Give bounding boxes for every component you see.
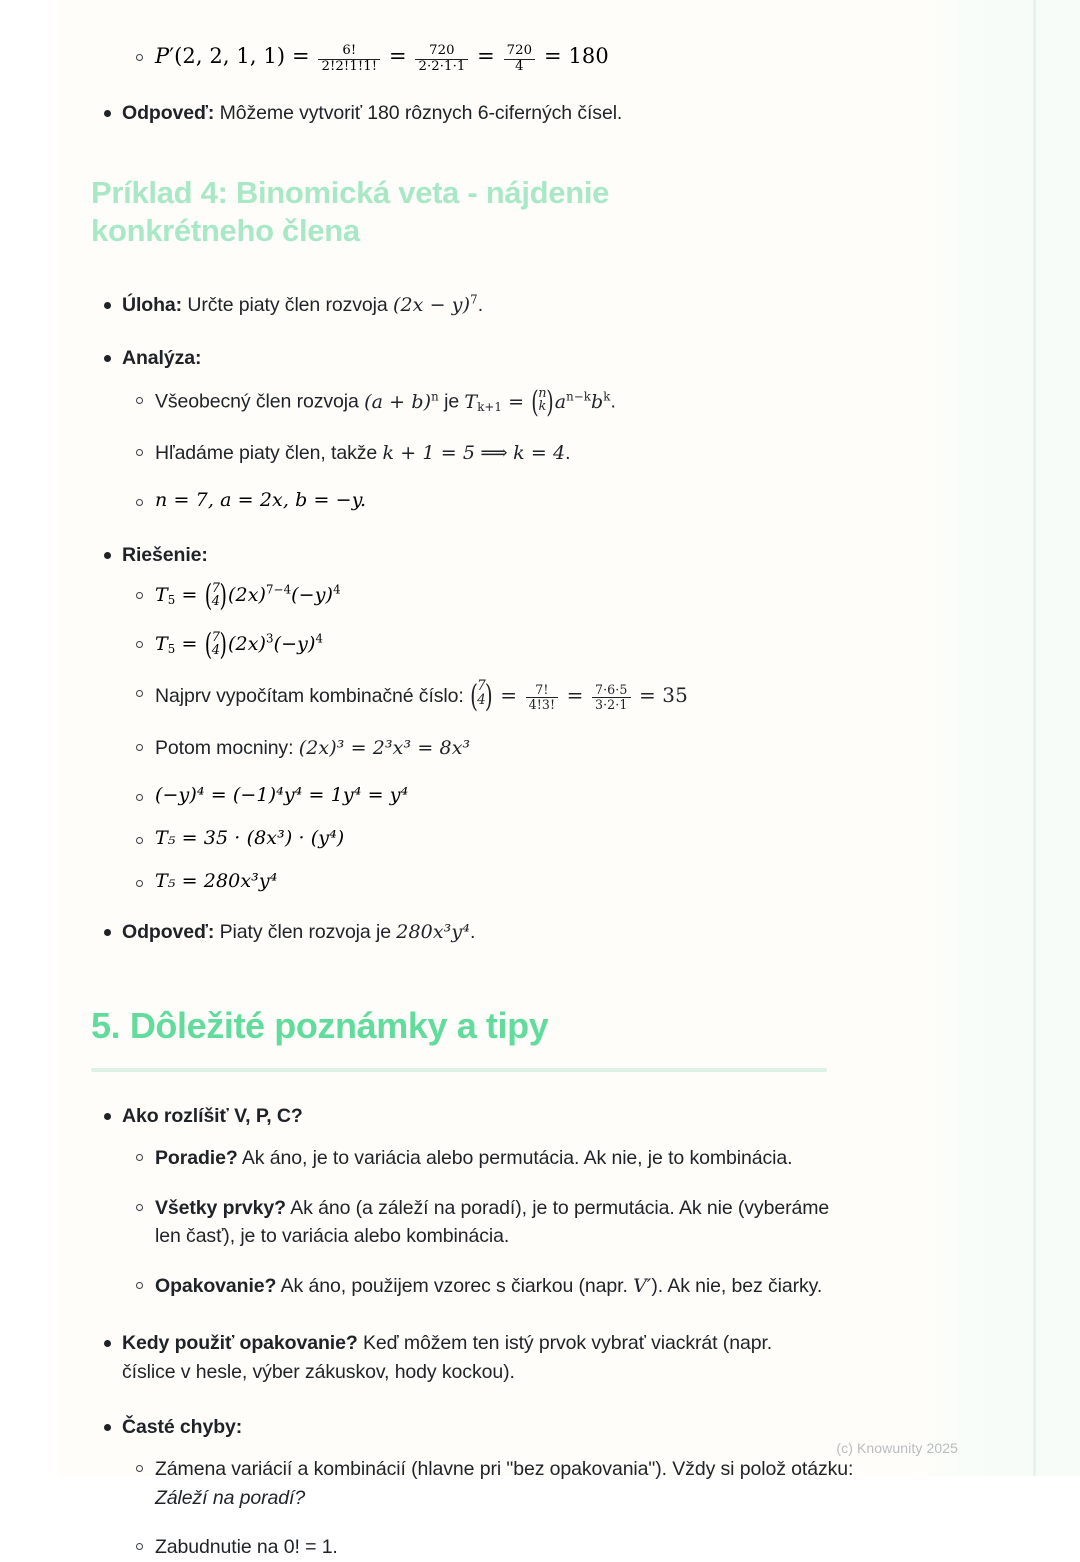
general-term-base: (a + b) xyxy=(364,390,432,413)
tips-when-repetition-body: Keď môžem ten istý prvok vybrať viackrát (napr. číslice v hesle, výber zákuskov, hody kockou). xyxy=(122,1332,773,1383)
general-term-binomial-stack xyxy=(538,387,546,413)
solution-step-1 xyxy=(122,582,1036,610)
general-term-period: . xyxy=(610,390,616,413)
step-7-expression: T₅ = 280x³y⁴ xyxy=(155,869,278,892)
step-3-binomial xyxy=(470,680,493,712)
general-term-exponent: n xyxy=(431,389,439,404)
example-4-answer-text xyxy=(122,921,475,943)
step-4-text xyxy=(155,737,470,759)
general-term-binomial-bottom: k xyxy=(538,399,547,415)
step-2-power-1-exponent: 3 xyxy=(266,632,274,647)
tip-opakovanie-label: Opakovanie? xyxy=(155,1275,277,1298)
step-3-binomial-bottom: 4 xyxy=(477,692,486,709)
step-6-expression: T₅ = 35 · (8x³) · (y⁴) xyxy=(155,826,345,849)
tips-item-common-mistakes xyxy=(58,1413,1036,1562)
perm-symbol: P xyxy=(155,44,170,68)
previous-answer-body: Môžeme vytvoriť 180 rôznych 6-ciferných čísel. xyxy=(219,101,623,124)
perm-fraction-3 xyxy=(504,44,536,75)
perm-eq-3: = xyxy=(477,44,495,68)
solution-step-6 xyxy=(122,827,1036,849)
step-2-lhs-subscript: 5 xyxy=(167,642,176,657)
step-3-fraction-1-numerator: 7! xyxy=(535,681,549,697)
analysis-fifth-term xyxy=(122,439,1036,468)
solution-step-4 xyxy=(122,734,1036,763)
fifth-term-equation-2: k = 4 xyxy=(513,442,566,465)
step-3-prefix: Najprv vypočítam kombinačné číslo: xyxy=(155,685,464,708)
mistake-factorial-text: Zabudnutie na 0! = 1. xyxy=(155,1536,338,1559)
page-right-margin-band xyxy=(1036,0,1080,1476)
general-term-equals: = xyxy=(508,390,525,413)
step-3-equals-2: = xyxy=(566,683,584,708)
step-4-prefix: Potom mocniny: xyxy=(155,736,294,759)
step-2-lhs: T xyxy=(155,633,168,656)
section-5-divider xyxy=(91,1068,827,1072)
perm-fraction-3-numerator: 720 xyxy=(506,43,533,59)
step-1-power-2-base: (−y) xyxy=(291,584,334,607)
continued-block xyxy=(58,44,1036,128)
example-4-answer-item xyxy=(58,918,1036,947)
fifth-term-equation-1: k + 1 = 5 xyxy=(382,442,476,465)
solution-step-5 xyxy=(122,784,1036,806)
step-3-fraction-1-denominator: 4!3! xyxy=(526,697,559,712)
tips-distinguish-label: Ako rozlíšiť V, P, C? xyxy=(122,1104,303,1127)
tip-vsetky-prvky-label: Všetky prvky? xyxy=(155,1196,286,1219)
tips-when-repetition-text xyxy=(122,1329,826,1387)
solution-sublist xyxy=(122,582,1036,892)
general-term-b-exponent: k xyxy=(603,389,611,404)
general-term-b: b xyxy=(591,390,604,413)
general-term-subscript: k+1 xyxy=(477,399,502,414)
task-text xyxy=(122,294,483,316)
fifth-term-period: . xyxy=(565,442,571,465)
task-body: Určte piaty člen rozvoja xyxy=(187,294,388,317)
general-term-binomial-top: ( n xyxy=(538,386,547,402)
general-term-text xyxy=(155,386,616,415)
analysis-sublist xyxy=(122,387,1036,511)
tip-vsetky-prvky-body: Ak áno (a záleží na poradí), je to permutácia. Ak nie (vyberáme len časť), je to variácia alebo kombinácia. xyxy=(155,1196,830,1248)
analysis-label: Analýza: xyxy=(122,347,202,370)
tips-common-mistakes-label: Časté chyby: xyxy=(122,1415,243,1438)
step-2-binomial-top: ( 7 xyxy=(211,630,220,646)
tip-poradie-text xyxy=(155,1147,792,1169)
task-period: . xyxy=(477,294,484,317)
step-2-power-1-base: (2x) xyxy=(228,633,267,656)
perm-fraction-2-denominator: 2·2·1·1 xyxy=(415,59,468,75)
perm-eq-1: = xyxy=(291,44,310,68)
solution-label: Riešenie: xyxy=(122,544,208,567)
general-term-expansion xyxy=(364,391,439,413)
step-1-expression xyxy=(155,581,341,610)
task-formula-base: (2x − y) xyxy=(392,294,471,317)
step-2-binomial xyxy=(205,631,227,659)
general-term-formula xyxy=(464,386,611,415)
perm-eq-4: = xyxy=(543,44,562,68)
tip-opakovanie-symbol: V′ xyxy=(633,1275,652,1298)
step-3-result: 35 xyxy=(662,683,688,708)
document-page xyxy=(58,0,1036,1559)
solution-step-2 xyxy=(122,631,1036,659)
step-2-binomial-bottom: 4 xyxy=(211,643,220,659)
perm-result: 180 xyxy=(568,44,609,68)
tips-when-repetition-label: Kedy použiť opakovanie? xyxy=(122,1332,358,1355)
task-formula-exponent: 7 xyxy=(470,293,478,308)
previous-answer-item xyxy=(58,99,1036,128)
step-3-fraction-2-numerator: 7·6·5 xyxy=(594,681,628,697)
permutation-formula-item xyxy=(122,44,1036,75)
analysis-params xyxy=(122,489,1036,511)
permutation-formula xyxy=(155,43,609,74)
mistake-factorial xyxy=(122,1533,1036,1562)
step-1-binomial-bottom: 4 xyxy=(211,594,220,610)
solution-step-7 xyxy=(122,870,1036,892)
step-3-fraction-1 xyxy=(526,683,559,712)
step-3-binomial-top: ( 7 xyxy=(477,678,486,695)
tip-poradie xyxy=(122,1144,1036,1173)
general-term-symbol: T xyxy=(464,390,478,413)
step-1-binomial-top: ( 7 xyxy=(211,581,220,597)
general-term-mid: je xyxy=(444,390,460,413)
step-1-binomial xyxy=(205,582,227,610)
section-5-heading: 5. Dôležité poznámky a tipy xyxy=(91,1004,549,1046)
perm-prime: ′ xyxy=(169,44,175,68)
perm-eq-2: = xyxy=(388,44,407,68)
tips-item-when-repetition xyxy=(58,1329,1036,1387)
footer-credit: (c) Knowunity 2025 xyxy=(836,1440,958,1456)
example-4-answer-expression: 280x³y⁴ xyxy=(396,920,470,943)
perm-fraction-2-numerator: 720 xyxy=(429,43,455,59)
mistake-swap-text xyxy=(155,1455,861,1513)
step-1-equals: = xyxy=(181,584,198,607)
analysis-general-term xyxy=(122,387,1036,418)
step-1-lhs-subscript: 5 xyxy=(167,593,176,608)
example-4-answer-period: . xyxy=(469,920,476,943)
tip-poradie-label: Poradie? xyxy=(155,1146,238,1169)
example-4-answer-body: Piaty člen rozvoja je xyxy=(219,920,391,943)
task-formula xyxy=(393,294,478,316)
example-4-answer-label: Odpoveď: xyxy=(122,920,215,943)
step-1-power-1-exponent: 7−4 xyxy=(266,582,292,597)
step-2-power-2-exponent: 4 xyxy=(315,632,324,647)
section-5-list xyxy=(58,1102,1036,1562)
step-2-power-2-base: (−y) xyxy=(273,633,316,656)
task-label: Úloha: xyxy=(122,294,183,317)
mistake-swap xyxy=(122,1455,1036,1513)
step-4-expression: (2x)³ = 2³x³ = 8x³ xyxy=(298,736,471,759)
perm-fraction-1 xyxy=(318,44,380,75)
step-3-binomial-stack xyxy=(477,680,486,708)
tips-distinguish-sublist xyxy=(122,1144,1036,1301)
step-1-power-2-exponent: 4 xyxy=(333,582,341,597)
mistake-swap-question: Záleží na poradí? xyxy=(155,1486,306,1509)
example-4-heading: Príklad 4: Binomická veta - nájdenie konkrétneho člena xyxy=(91,174,610,248)
analysis-item xyxy=(58,344,1036,511)
continued-sublist xyxy=(122,44,1036,75)
step-3-text xyxy=(155,678,688,712)
step-2-expression xyxy=(155,630,324,659)
step-1-lhs: T xyxy=(155,584,168,607)
previous-answer-text xyxy=(122,102,622,124)
fifth-term-text xyxy=(155,442,571,464)
step-3-equals-3: = xyxy=(638,683,656,708)
perm-fraction-1-denominator: 2!2!1!1! xyxy=(318,59,380,75)
general-term-a: a xyxy=(554,390,567,413)
implies-arrow-icon: ⟹ xyxy=(480,442,508,465)
tips-item-distinguish xyxy=(58,1102,1036,1301)
perm-args: (2, 2, 1, 1) xyxy=(174,44,286,68)
step-3-expression xyxy=(469,678,688,712)
previous-answer-label: Odpoveď: xyxy=(122,101,215,124)
tip-vsetky-prvky-text xyxy=(155,1194,855,1252)
solution-item xyxy=(58,541,1036,892)
task-item xyxy=(58,291,1036,320)
tip-opakovanie-text xyxy=(155,1272,822,1301)
fifth-term-prefix: Hľadáme piaty člen, takže xyxy=(155,442,378,465)
step-1-binomial-stack xyxy=(212,582,220,608)
analysis-params-expression: n = 7, a = 2x, b = −y. xyxy=(155,489,367,512)
general-term-prefix: Všeobecný člen rozvoja xyxy=(155,390,359,413)
tip-opakovanie-body: Ak áno, použijem vzorec s čiarkou (napr. xyxy=(280,1275,628,1298)
perm-fraction-3-denominator: 4 xyxy=(504,59,536,75)
general-term-a-exponent: n−k xyxy=(566,389,592,404)
continued-formula-row xyxy=(58,44,1036,75)
step-2-binomial-stack xyxy=(212,631,220,657)
step-3-fraction-2 xyxy=(592,683,631,712)
step-2-equals: = xyxy=(181,633,198,656)
general-term-binomial xyxy=(531,387,553,418)
tip-vsetky-prvky xyxy=(122,1194,1036,1252)
solution-step-3 xyxy=(122,680,1036,712)
tips-common-mistakes-sublist xyxy=(122,1455,1036,1562)
step-5-expression: (−y)⁴ = (−1)⁴y⁴ = 1y⁴ = y⁴ xyxy=(155,783,409,806)
tip-opakovanie-tail: ). Ak nie, bez čiarky. xyxy=(651,1275,823,1298)
example-4-body xyxy=(58,291,1036,946)
mistake-swap-body: Zámena variácií a kombinácií (hlavne pri "bez opakovania"). Vždy si polož otázku: xyxy=(155,1457,854,1480)
step-1-power-1-base: (2x) xyxy=(228,584,267,607)
tip-poradie-body: Ak áno, je to variácia alebo permutácia. Ak nie, je to kombinácia. xyxy=(241,1146,793,1169)
page-content xyxy=(58,0,1036,1562)
perm-fraction-1-numerator: 6! xyxy=(342,43,357,59)
tip-opakovanie xyxy=(122,1272,1036,1301)
perm-fraction-2 xyxy=(415,44,468,75)
step-3-equals-1: = xyxy=(500,683,518,708)
step-3-fraction-2-denominator: 3·2·1 xyxy=(592,697,631,712)
